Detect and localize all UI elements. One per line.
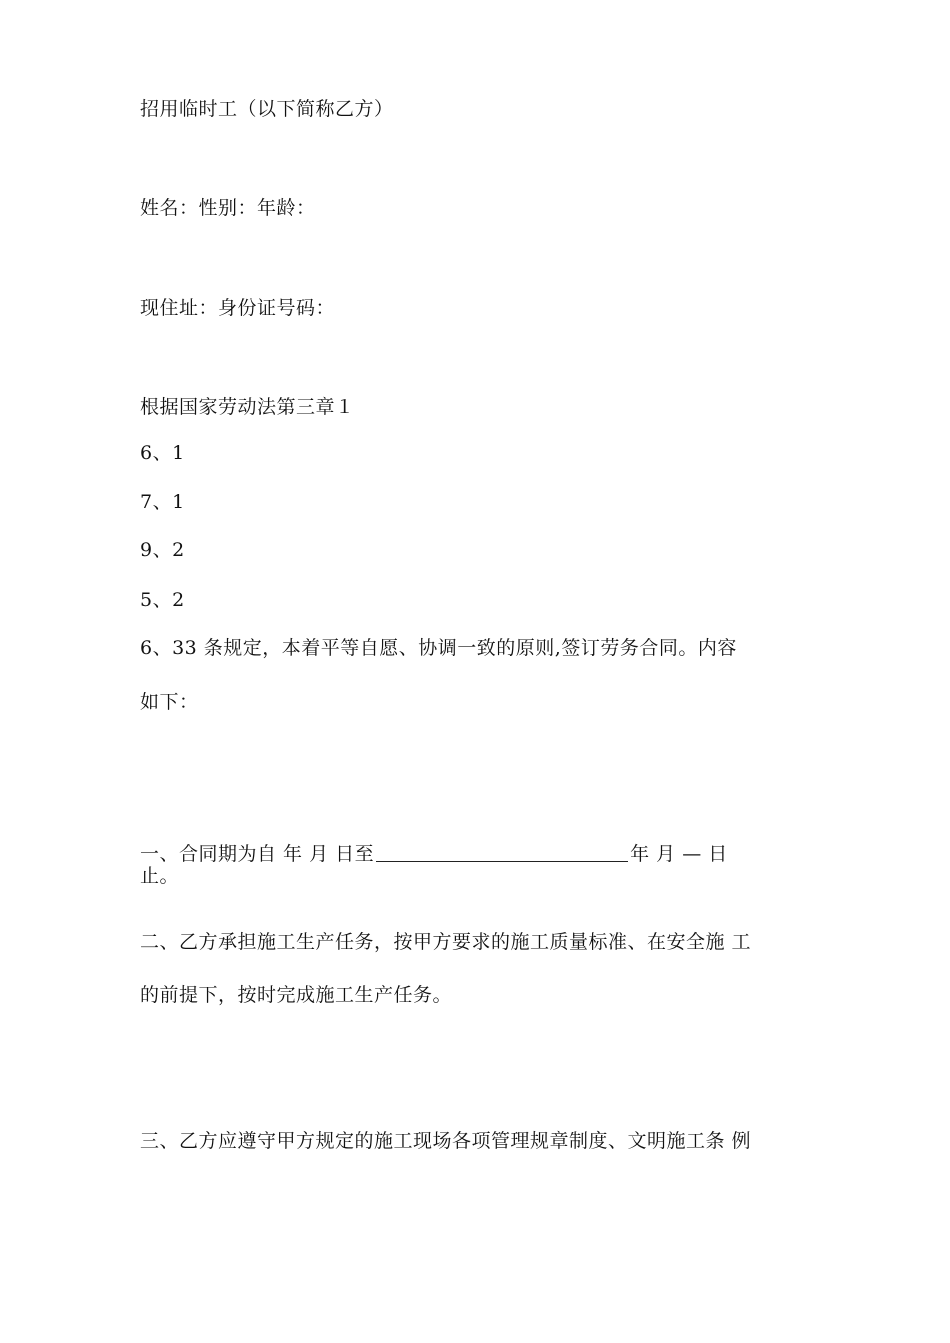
article-item: 7、1 (140, 491, 185, 513)
date-blank-underline (376, 841, 628, 862)
content-follows-label: 如下： (140, 691, 199, 713)
party-b-heading: 招用临时工（以下简称乙方） (140, 98, 394, 120)
clause-1-term (140, 839, 728, 866)
article-item-intro: 6、33 条规定，本着平等自愿、协调一致的原则,签订劳务合同。内容 (140, 637, 737, 659)
clause-2-line-2: 的前提下，按时完成施工生产任务。 (140, 984, 453, 1006)
name-gender-age-line: 姓名：性别：年龄： (140, 197, 316, 219)
article-item: 5、2 (140, 589, 185, 611)
legal-basis-line: 根据国家劳动法第三章１ (140, 396, 355, 418)
address-id-line: 现住址：身份证号码： (140, 297, 336, 319)
clause-2-line-1: 二、乙方承担施工生产任务，按甲方要求的施工质量标准、在安全施 工 (140, 931, 752, 953)
clause-3-line-1: 三、乙方应遵守甲方规定的施工现场各项管理规章制度、文明施工条 例 (140, 1130, 752, 1152)
clause-1-end: 年 月 — 日 (630, 843, 728, 865)
clause-1-start: 一、合同期为自 年 月 日至 (140, 843, 375, 865)
clause-1-wrap: 止。 (140, 865, 180, 887)
article-item: 9、2 (140, 539, 185, 561)
article-item: 6、1 (140, 442, 185, 464)
